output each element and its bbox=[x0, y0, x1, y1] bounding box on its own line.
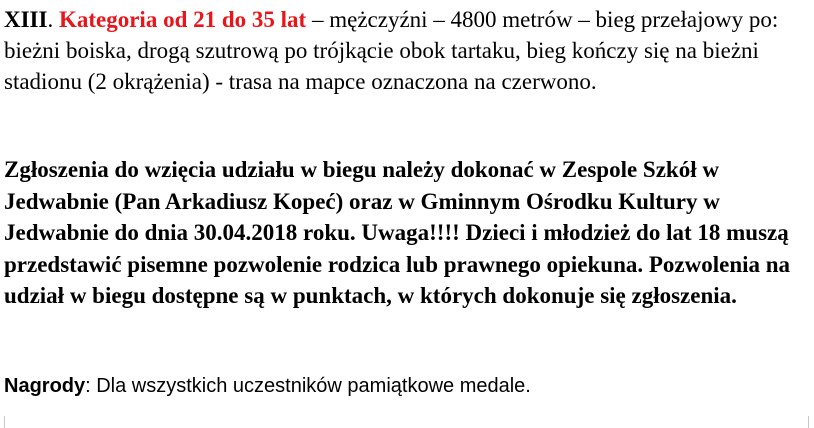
category-details: – mężczyźni – 4800 metrów – bieg przełajowy po: bieżni boiska, drogą szutrową po trójkącie obok tartaku, bieg kończy się na bieżni stadionu (2 okrążenia) - trasa na mapce oznaczona na czerwono. bbox=[4, 7, 779, 94]
registration-text: Zgłoszenia do wzięcia udziału w biegu należy dokonać w Zespole Szkół w Jedwabnie (Pan Arkadiusz Kopeć) oraz w Gminnym Ośrodku Kultury w Jedwabnie do dnia 30.04.2018 roku. Uwaga!!!! Dzieci i młodzież do lat 18 muszą przedstawić pisemne pozwolenie rodzica lub prawnego opiekuna. Pozwolenia na udział w biegu dostępne są w punktach, w których dokonuje się zgłoszenia. bbox=[4, 157, 791, 308]
roman-numeral: XIII bbox=[4, 7, 48, 32]
roman-separator: . bbox=[47, 7, 59, 32]
registration-paragraph bbox=[4, 154, 812, 312]
category-description-paragraph bbox=[4, 4, 812, 97]
page-margin-marker-right bbox=[808, 416, 809, 428]
prizes-label: Nagrody bbox=[4, 375, 86, 397]
prizes-paragraph bbox=[4, 372, 812, 400]
page-margin-marker-left bbox=[4, 416, 5, 428]
category-title: Kategoria od 21 do 35 lat bbox=[58, 7, 307, 32]
prizes-text: : Dla wszystkich uczestników pamiątkowe medale. bbox=[85, 375, 531, 397]
